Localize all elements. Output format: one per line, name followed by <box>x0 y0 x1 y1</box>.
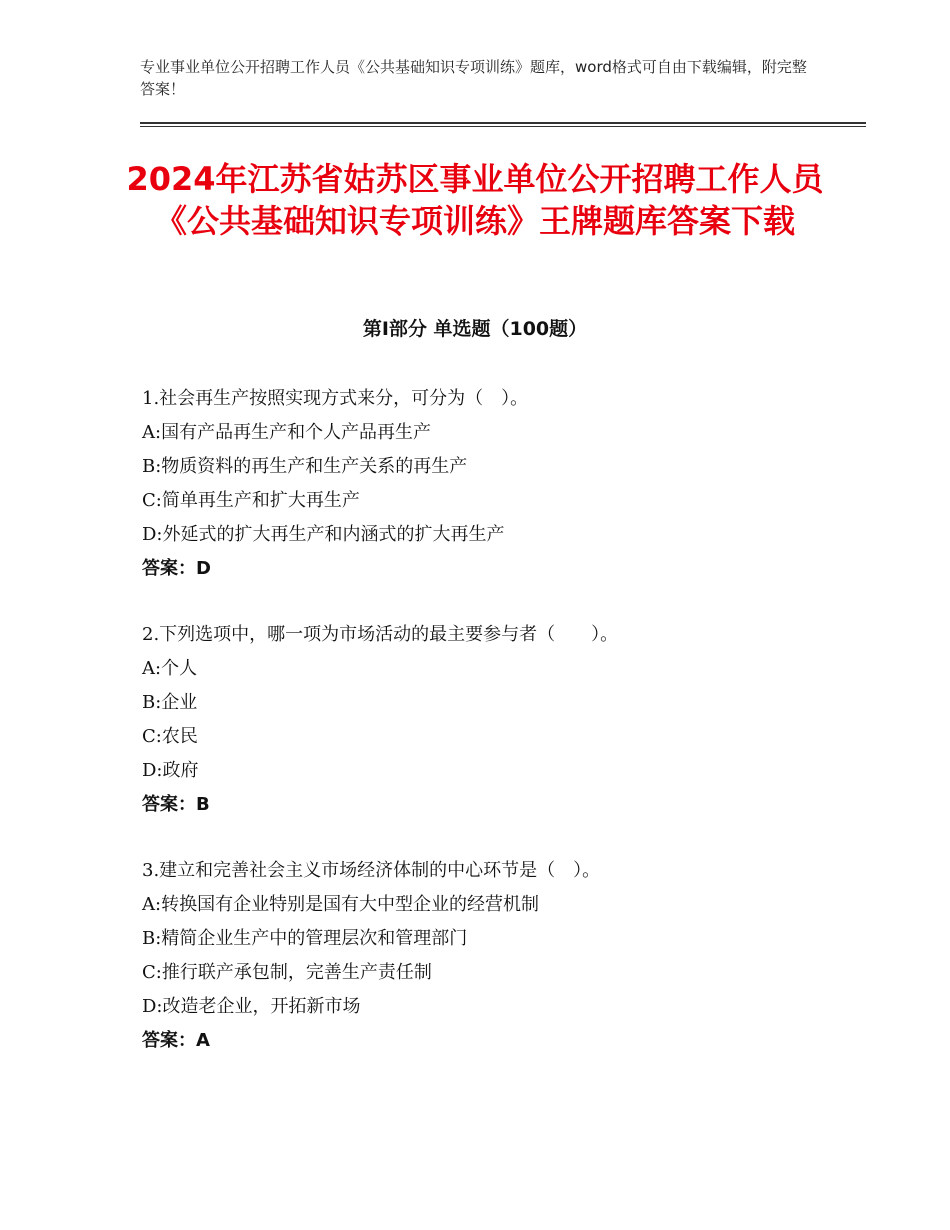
question-stem: 1.社会再生产按照实现方式来分，可分为（ ）。 <box>142 388 529 409</box>
option-d: D:政府 <box>142 760 199 781</box>
document-title: 2024年江苏省姑苏区事业单位公开招聘工作人员《公共基础知识专项训练》王牌题库答案下载 <box>126 160 824 240</box>
section-heading: 第Ⅰ部分 单选题（100题） <box>362 318 588 340</box>
option-d: D:外延式的扩大再生产和内涵式的扩大再生产 <box>142 524 505 545</box>
answer-line: 答案：D <box>142 558 211 579</box>
question-stem: 3.建立和完善社会主义市场经济体制的中心环节是（ ）。 <box>142 860 601 881</box>
option-c: C:简单再生产和扩大再生产 <box>142 490 360 511</box>
header-note: 专业事业单位公开招聘工作人员《公共基础知识专项训练》题库，word格式可自由下载编辑，附完整答案！ <box>140 58 807 98</box>
question-2 <box>142 618 862 822</box>
option-a: A:转换国有企业特别是国有大中型企业的经营机制 <box>142 894 540 915</box>
option-c: C:推行联产承包制，完善生产责任制 <box>142 962 432 983</box>
question-list <box>142 382 862 1090</box>
option-a: A:个人 <box>142 658 198 679</box>
option-c: C:农民 <box>142 726 198 747</box>
option-b: B:企业 <box>142 692 198 713</box>
option-a: A:国有产品再生产和个人产品再生产 <box>142 422 432 443</box>
question-1 <box>142 382 862 586</box>
option-d: D:改造老企业，开拓新市场 <box>142 996 361 1017</box>
question-3 <box>142 854 862 1058</box>
option-b: B:精简企业生产中的管理层次和管理部门 <box>142 928 468 949</box>
answer-line: 答案：A <box>142 1030 210 1051</box>
answer-line: 答案：B <box>142 794 210 815</box>
header-divider-thin <box>140 126 866 127</box>
header-divider-thick <box>140 122 866 124</box>
question-stem: 2.下列选项中，哪一项为市场活动的最主要参与者（ ）。 <box>142 624 619 645</box>
option-b: B:物质资料的再生产和生产关系的再生产 <box>142 456 468 477</box>
